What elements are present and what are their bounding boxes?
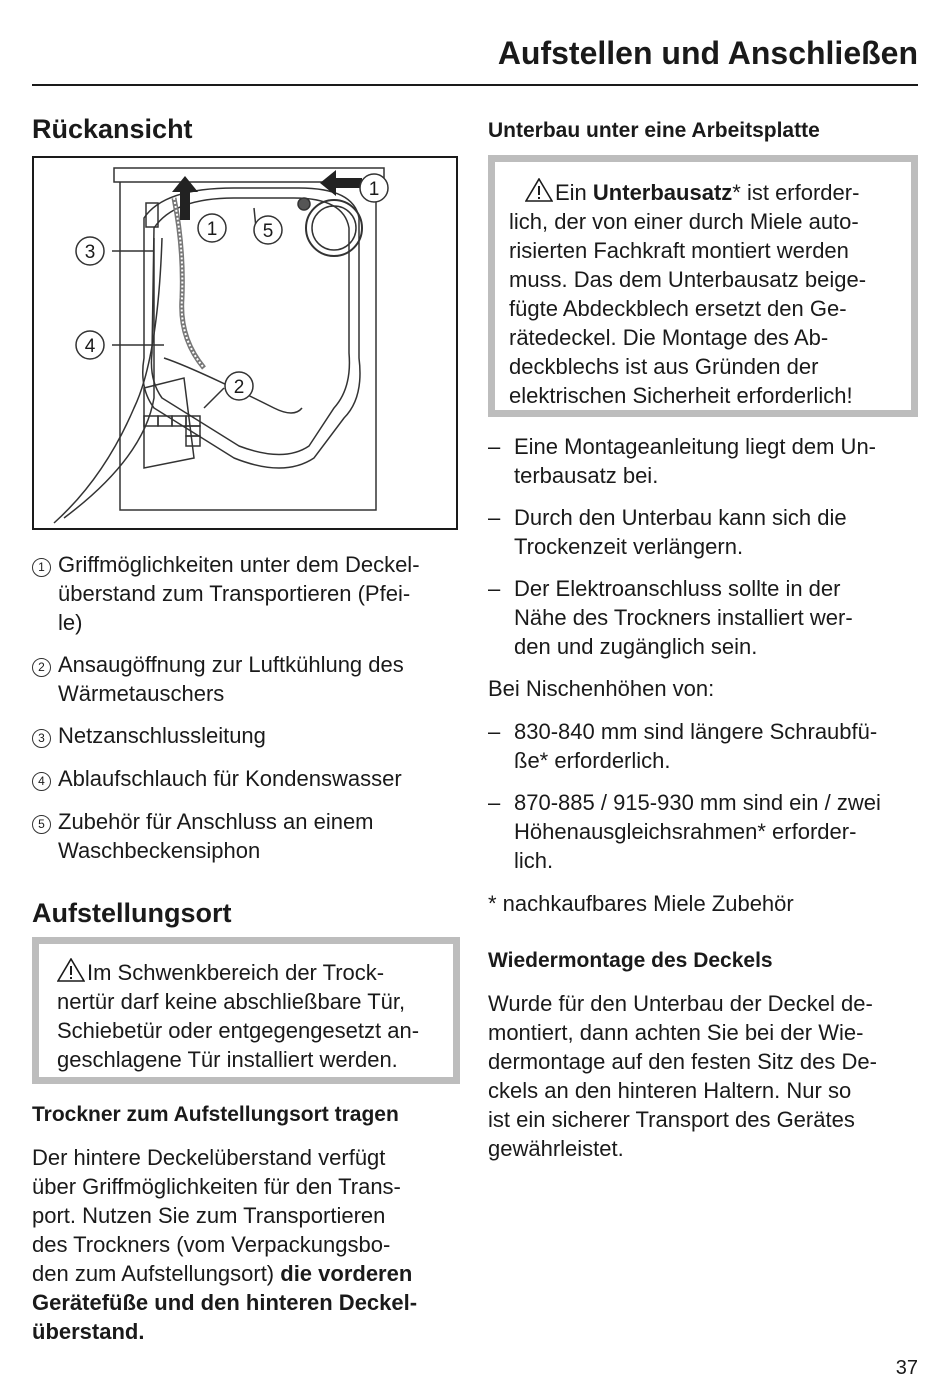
legend-number: 3 [32, 729, 51, 748]
warning-text: Im Schwenkbereich der Trock- [87, 960, 385, 985]
body-text: ist ein sicherer Transport des Gerätes [488, 1107, 855, 1132]
warning-text: lich, der von einer durch Miele auto- [509, 209, 859, 234]
list-text: Trockenzeit verlängern. [514, 534, 744, 559]
callout-1-right-label: 1 [368, 179, 380, 200]
list-text: lich. [514, 848, 554, 873]
list-text: Durch den Unterbau kann sich die [514, 505, 847, 530]
warning-triangle-icon [57, 958, 85, 982]
body-text: über Griffmöglichkeiten für den Trans- [32, 1174, 401, 1199]
list-dash: – [488, 719, 501, 744]
warning-text: nertür darf keine abschließbare Tür, [57, 989, 406, 1014]
warning-text: Schiebetür oder entgegengesetzt an- [57, 1018, 420, 1043]
legend-text: Ablaufschlauch für Kondenswasser [58, 766, 402, 791]
warning-box-aufstellungsort [32, 937, 460, 1084]
body-text-bold: überstand. [32, 1319, 145, 1344]
warning-text: muss. Das dem Unterbausatz beige- [509, 267, 867, 292]
warning-text: Ein [555, 180, 593, 205]
list-dash: – [488, 790, 501, 815]
legend-number: 5 [32, 815, 51, 834]
callout-2-label: 2 [233, 377, 245, 398]
body-text: gewährleistet. [488, 1136, 624, 1161]
page-title: Aufstellen und Anschließen [497, 35, 918, 71]
list-text: 870-885 / 915-930 mm sind ein / zwei [514, 790, 881, 815]
header-rule [32, 84, 918, 86]
warning-text: rätedeckel. Die Montage des Ab- [509, 325, 829, 350]
warning-text-bold: Unterbausatz [592, 180, 733, 205]
legend-text: überstand zum Transportieren (Pfei- [58, 581, 411, 606]
body-text-bold: die vorderen [280, 1261, 413, 1286]
warning-text: fügte Abdeckblech ersetzt den Ge- [509, 296, 847, 321]
list-text: Höhenausgleichsrahmen* erforder- [514, 819, 857, 844]
heading-trockner-tragen: Trockner zum Aufstellungsort tragen [32, 1103, 399, 1126]
page-number: 37 [895, 1357, 918, 1379]
body-text-bold: Gerätefüße und den hinteren Deckel- [32, 1290, 418, 1315]
warning-text: deckblechs ist aus Gründen der [509, 354, 819, 379]
dryer-rear-illustration [34, 158, 456, 528]
list-dash: – [488, 576, 501, 601]
nischen-label: Bei Nischenhöhen von: [488, 676, 715, 701]
body-text: des Trockners (vom Verpackungsbo- [32, 1232, 391, 1257]
heading-aufstellungsort: Aufstellungsort [32, 898, 232, 928]
list-text: 830-840 mm sind längere Schraubfü- [514, 719, 878, 744]
legend-number: 4 [32, 772, 51, 791]
legend-text: Griffmöglichkeiten unter dem Deckel- [58, 552, 420, 577]
heading-wiedermontage: Wiedermontage des Deckels [488, 949, 773, 972]
list-text: Eine Montageanleitung liegt dem Un- [514, 434, 877, 459]
warning-text: risierten Fachkraft montiert werden [509, 238, 849, 263]
list-text: Der Elektroanschluss sollte in der [514, 576, 841, 601]
legend-text: le) [58, 610, 83, 635]
body-text: montiert, dann achten Sie bei der Wie- [488, 1020, 864, 1045]
legend-number: 1 [32, 558, 51, 577]
warning-text: geschlagene Tür installiert werden. [57, 1047, 398, 1072]
heading-rueckansicht: Rückansicht [32, 114, 193, 144]
callout-1-left-label: 1 [206, 219, 218, 240]
callout-4-label: 4 [84, 336, 96, 357]
warning-text: * ist erforder- [732, 180, 860, 205]
footnote: * nachkaufbares Miele Zubehör [488, 891, 794, 916]
legend-text: Ansaugöffnung zur Luftkühlung des [58, 652, 404, 677]
list-text: ße* erforderlich. [514, 748, 671, 773]
legend-text: Zubehör für Anschluss an einem [58, 809, 374, 834]
rear-view-diagram [32, 156, 458, 530]
legend-text: Wärmetauschers [58, 681, 225, 706]
list-dash: – [488, 505, 501, 530]
body-text: ckels an den hinteren Haltern. Nur so [488, 1078, 852, 1103]
heading-unterbau: Unterbau unter eine Arbeitsplatte [488, 119, 820, 142]
callout-3-label: 3 [84, 242, 96, 263]
list-text: Nähe des Trockners installiert wer- [514, 605, 853, 630]
list-text: terbausatz bei. [514, 463, 659, 488]
warning-text: elektrischen Sicherheit erforderlich! [509, 383, 853, 408]
body-text: Wurde für den Unterbau der Deckel de- [488, 991, 873, 1016]
body-text-plain: den zum Aufstellungsort) [32, 1261, 281, 1286]
legend-text: Netzanschlussleitung [58, 723, 266, 748]
body-text [32, 1259, 412, 1288]
warning-box-unterbau [488, 155, 918, 417]
legend-number: 2 [32, 658, 51, 677]
warning-triangle-icon [525, 178, 553, 202]
callout-5-label: 5 [262, 221, 274, 242]
body-text: dermontage auf den festen Sitz des De- [488, 1049, 877, 1074]
list-text: den und zugänglich sein. [514, 634, 758, 659]
list-dash: – [488, 434, 501, 459]
body-text: port. Nutzen Sie zum Transportieren [32, 1203, 386, 1228]
body-text: Der hintere Deckelüberstand verfügt [32, 1145, 386, 1170]
legend-text: Waschbeckensiphon [58, 838, 261, 863]
